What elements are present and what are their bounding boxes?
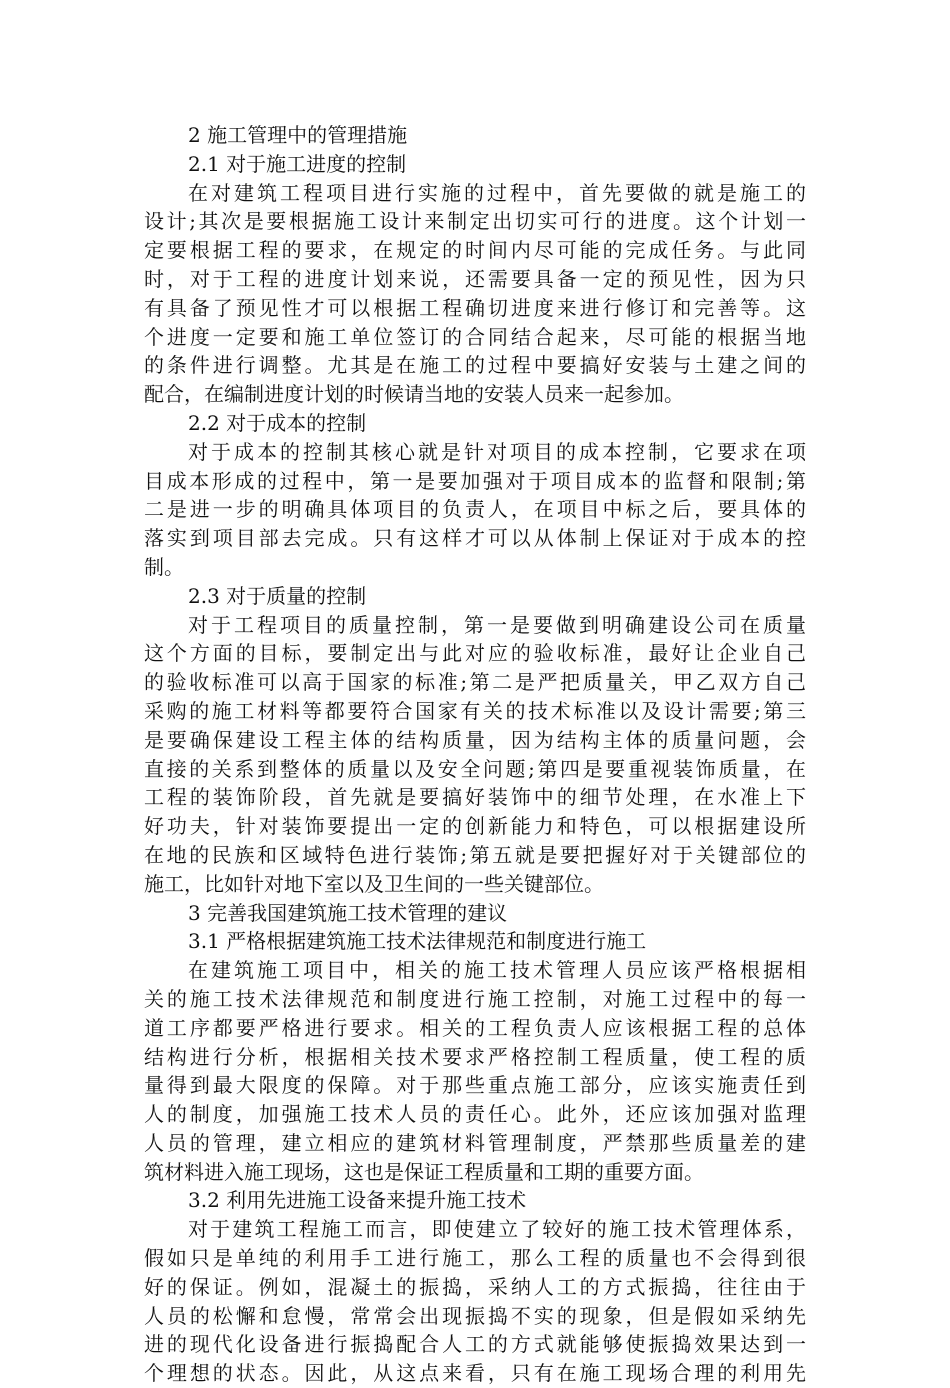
paragraph-first-line: 对于建筑工程施工而言，即使建立了较好的施工技术管理体系， bbox=[188, 1217, 806, 1242]
body-text-line: 结构进行分析，根据相关技术要求严格控制工程质量，使工程的质 bbox=[144, 1044, 806, 1069]
body-text-line: 的条件进行调整。尤其是在施工的过程中要搞好安装与土建之间的 bbox=[144, 353, 806, 378]
body-text-line: 这个方面的目标，要制定出与此对应的验收标准，最好让企业自己 bbox=[144, 641, 806, 666]
body-text-line: 道工序都要严格进行要求。相关的工程负责人应该根据工程的总体 bbox=[144, 1015, 806, 1040]
body-text-line: 直接的关系到整体的质量以及安全问题;第四是要重视装饰质量，在 bbox=[144, 756, 806, 781]
body-text-line: 时，对于工程的进度计划来说，还需要具备一定的预见性，因为只 bbox=[144, 266, 806, 291]
body-text-line: 好功夫，针对装饰要提出一定的创新能力和特色，可以根据建设所 bbox=[144, 814, 806, 839]
paragraph-first-line: 在建筑施工项目中，相关的施工技术管理人员应该严格根据相 bbox=[188, 958, 806, 983]
body-text-line: 个进度一定要和施工单位签订的合同结合起来，尽可能的根据当地 bbox=[144, 324, 806, 349]
body-text-line: 有具备了预见性才可以根据工程确切进度来进行修订和完善等。这 bbox=[144, 295, 806, 320]
section-heading: 3.1 严格根据建筑施工技术法律规范和制度进行施工 bbox=[188, 929, 647, 954]
body-text-line: 进的现代化设备进行振捣配合人工的方式就能够使振捣效果达到一 bbox=[144, 1332, 806, 1357]
paragraph-first-line: 对于成本的控制其核心就是针对项目的成本控制，它要求在项 bbox=[188, 439, 806, 464]
body-text-line: 人员的松懈和怠慢，常常会出现振捣不实的现象，但是假如采纳先 bbox=[144, 1303, 806, 1328]
body-text-line: 设计;其次是要根据施工设计来制定出切实可行的进度。这个计划一 bbox=[144, 209, 806, 234]
body-text-line: 二是进一步的明确具体项目的负责人，在项目中标之后，要具体的 bbox=[144, 497, 806, 522]
section-heading: 3 完善我国建筑施工技术管理的建议 bbox=[188, 900, 508, 925]
body-text-line: 采购的施工材料等都要符合国家有关的技术标准以及设计需要;第三 bbox=[144, 698, 806, 723]
section-heading: 2.1 对于施工进度的控制 bbox=[188, 151, 407, 176]
body-text-line: 个理想的状态。因此，从这点来看，只有在施工现场合理的利用先 bbox=[144, 1361, 806, 1386]
body-text-line: 假如只是单纯的利用手工进行施工，那么工程的质量也不会得到很 bbox=[144, 1246, 806, 1271]
paragraph-last-line: 配合，在编制进度计划的时候请当地的安装人员来一起参加。 bbox=[144, 382, 684, 407]
body-text-line: 工程的装饰阶段，首先就是要搞好装饰中的细节处理，在水准上下 bbox=[144, 785, 806, 810]
paragraph-last-line: 筑材料进入施工现场，这也是保证工程质量和工期的重要方面。 bbox=[144, 1159, 704, 1184]
body-text-line: 人的制度，加强施工技术人员的责任心。此外，还应该加强对监理 bbox=[144, 1102, 806, 1127]
paragraph-first-line: 在对建筑工程项目进行实施的过程中，首先要做的就是施工的 bbox=[188, 180, 806, 205]
body-text-line: 的验收标准可以高于国家的标准;第二是严把质量关，甲乙双方自己 bbox=[144, 670, 806, 695]
body-text-line: 人员的管理，建立相应的建筑材料管理制度，严禁那些质量差的建 bbox=[144, 1130, 806, 1155]
body-text-line: 是要确保建设工程主体的结构质量，因为结构主体的质量问题，会 bbox=[144, 727, 806, 752]
body-text-line: 好的保证。例如，混凝土的振捣，采纳人工的方式振捣，往往由于 bbox=[144, 1274, 806, 1299]
paragraph-first-line: 对于工程项目的质量控制，第一是要做到明确建设公司在质量 bbox=[188, 612, 806, 637]
section-heading: 2.3 对于质量的控制 bbox=[188, 583, 367, 608]
section-heading: 2 施工管理中的管理措施 bbox=[188, 123, 408, 147]
body-text-line: 落实到项目部去完成。只有这样才可以从体制上保证对于成本的控 bbox=[144, 526, 806, 551]
paragraph-last-line: 制。 bbox=[144, 554, 184, 579]
paragraph-last-line: 施工，比如针对地下室以及卫生间的一些关键部位。 bbox=[144, 871, 604, 896]
body-text-line: 量得到最大限度的保障。对于那些重点施工部分，应该实施责任到 bbox=[144, 1073, 806, 1098]
section-heading: 3.2 利用先进施工设备来提升施工技术 bbox=[188, 1188, 527, 1213]
document-page bbox=[144, 121, 806, 1388]
body-text-line: 在地的民族和区域特色进行装饰;第五就是要把握好对于关键部位的 bbox=[144, 842, 806, 867]
body-text-line: 关的施工技术法律规范和制度进行施工控制，对施工过程中的每一 bbox=[144, 986, 806, 1011]
body-text-line: 定要根据工程的要求，在规定的时间内尽可能的完成任务。与此同 bbox=[144, 238, 806, 263]
section-heading: 2.2 对于成本的控制 bbox=[188, 410, 367, 435]
body-text-line: 目成本形成的过程中，第一是要加强对于项目成本的监督和限制;第 bbox=[144, 468, 806, 493]
